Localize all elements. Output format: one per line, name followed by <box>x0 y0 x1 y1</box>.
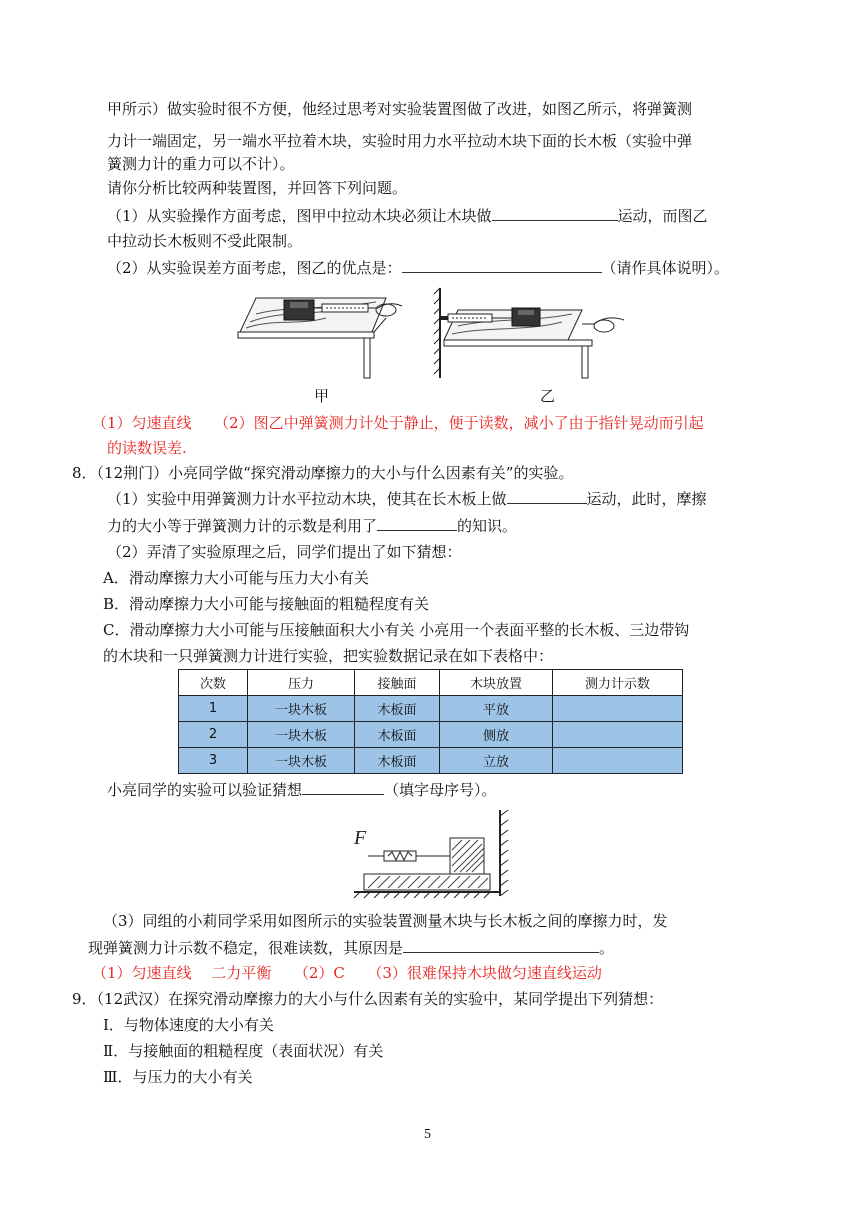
guess-item: B．滑动摩擦力大小可能与接触面的粗糙程度有关 <box>103 595 430 613</box>
force-apparatus-figure <box>350 808 522 898</box>
table-header: 压力 <box>248 670 355 696</box>
question-line: 中拉动长木板则不受此限制。 <box>107 232 303 250</box>
figure-yi-apparatus <box>432 284 628 380</box>
question-text: （请作具体说明）。 <box>601 259 730 277</box>
figure-label-jia: 甲 <box>314 387 330 405</box>
table-cell: 木板面 <box>355 722 440 748</box>
guess-item: A．滑动摩擦力大小可能与压力大小有关 <box>103 569 369 587</box>
figure-label-yi: 乙 <box>540 387 556 405</box>
guess-item: Ⅱ．与接触面的粗糙程度（表面状况）有关 <box>103 1042 384 1060</box>
question-text: 运动，此时，摩擦 <box>586 490 707 508</box>
table-header: 接触面 <box>355 670 440 696</box>
question-title: 9．（12武汉）在探究滑动摩擦力的大小与什么因素有关的实验中，某同学提出下列猜想： <box>72 990 664 1008</box>
table-row <box>179 748 683 774</box>
question-text: 运动，而图乙 <box>617 207 708 225</box>
guess-item: C．滑动摩擦力大小可能与压接触面积大小有关 小亮用一个表面平整的长木板、三边带钩 <box>103 621 690 639</box>
answer-blank <box>402 257 602 273</box>
table-cell <box>553 696 683 722</box>
paragraph-line: 甲所示）做实验时很不方便，他经过思考对实验装置图做了改进，如图乙所示，将弹簧测 <box>107 100 693 118</box>
question-line <box>107 779 497 801</box>
question-line: （3）同组的小莉同学采用如图所示的实验装置测量木块与长木板之间的摩擦力时，发 <box>103 912 668 930</box>
table-header: 木块放置 <box>440 670 553 696</box>
table-cell <box>553 748 683 774</box>
question-line <box>107 488 707 510</box>
table-cell <box>553 722 683 748</box>
table-cell: 1 <box>179 696 248 722</box>
question-text: （1）实验中用弹簧测力计水平拉动木块，使其在长木板上做 <box>107 490 507 508</box>
table-cell: 一块木板 <box>248 696 355 722</box>
paragraph-line: 簧测力计的重力可以不计）。 <box>107 155 295 173</box>
table-header-row <box>179 670 683 696</box>
table-cell: 一块木板 <box>248 748 355 774</box>
data-table <box>178 669 683 774</box>
question-title: 8．（12荆门）小亮同学做“探究滑动摩擦力的大小与什么因素有关”的实验。 <box>72 464 574 482</box>
force-label: F <box>354 827 367 849</box>
question-text: 现弹簧测力计示数不稳定，很难读数，其原因是 <box>88 939 404 957</box>
table-cell: 3 <box>179 748 248 774</box>
table-header: 测力计示数 <box>553 670 683 696</box>
page-number: 5 <box>424 1127 431 1142</box>
table-row <box>179 722 683 748</box>
table-cell: 木板面 <box>355 748 440 774</box>
table-cell: 木板面 <box>355 696 440 722</box>
answer-blank <box>507 488 587 504</box>
table-cell: 立放 <box>440 748 553 774</box>
table-cell: 2 <box>179 722 248 748</box>
figure-jia-apparatus <box>236 288 408 380</box>
answer-line: 的读数误差. <box>107 439 187 457</box>
answer-blank <box>492 205 618 221</box>
guess-item: Ⅰ．与物体速度的大小有关 <box>103 1016 274 1034</box>
table-header: 次数 <box>179 670 248 696</box>
paragraph-line: 请你分析比较两种装置图，并回答下列问题。 <box>107 179 408 197</box>
guess-item: 的木块和一只弹簧测力计进行实验，把实验数据记录在如下表格中： <box>103 647 554 665</box>
question-text: （2）从实验误差方面考虑，图乙的优点是： <box>107 259 402 277</box>
answer-blank <box>377 515 457 531</box>
table-row <box>179 696 683 722</box>
question-text: 力的大小等于弹簧测力计的示数是利用了 <box>107 517 378 535</box>
question-line <box>107 205 708 227</box>
question-text: 小亮同学的实验可以验证猜想 <box>107 781 303 799</box>
question-text: （填字母序号）。 <box>384 781 497 799</box>
question-line: （2）弄清了实验原理之后，同学们提出了如下猜想： <box>107 543 462 561</box>
table-cell: 侧放 <box>440 722 553 748</box>
answer-blank <box>403 937 599 953</box>
guess-item: Ⅲ．与压力的大小有关 <box>103 1068 253 1086</box>
paragraph-line: 力计一端固定，另一端水平拉着木块，实验时用力水平拉动木块下面的长木板（实验中弹 <box>107 132 693 150</box>
question-text: 。 <box>599 939 615 957</box>
question-text: 的知识。 <box>457 517 518 535</box>
question-line <box>88 937 614 959</box>
answer-blank <box>302 779 384 795</box>
question-line <box>107 257 729 279</box>
question-line <box>107 515 517 537</box>
question-text: （1）从实验操作方面考虑，图甲中拉动木块必须让木块做 <box>107 207 492 225</box>
table-cell: 一块木板 <box>248 722 355 748</box>
table-cell: 平放 <box>440 696 553 722</box>
answer-line: （1）匀速直线 二力平衡 （2）C （3）很难保持木块做匀速直线运动 <box>92 964 602 982</box>
answer-line: （1）匀速直线 （2）图乙中弹簧测力计处于静止，便于读数，减小了由于指针晃动而引起 <box>92 414 704 432</box>
